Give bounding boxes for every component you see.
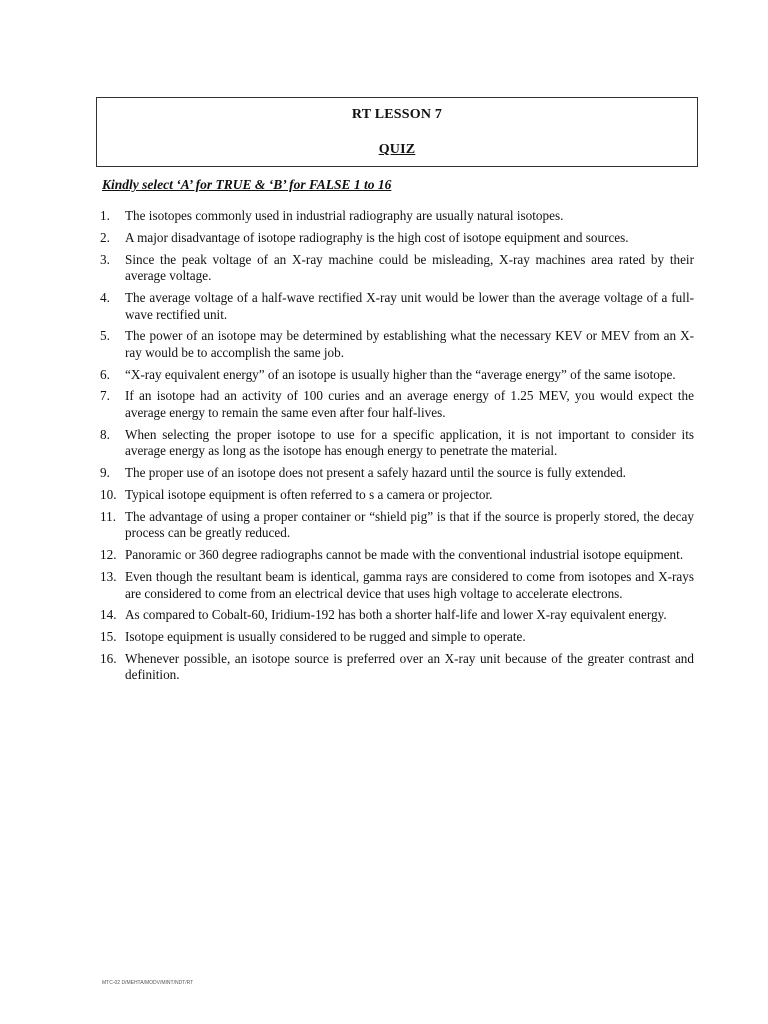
page-subtitle: QUIZ: [378, 142, 416, 157]
question-number: 12.: [100, 547, 117, 563]
question-number: 10.: [100, 487, 117, 502]
question-text: Isotope equipment is usually considered to be rugged and simple to operate.: [125, 629, 526, 645]
question-number: 8.: [100, 426, 110, 442]
question-item: [100, 465, 694, 482]
question-item: [100, 547, 694, 564]
question-text: If an isotope had an activity of 100 curies and an average energy of 1.25 MEV, you would expect the average energy to remain the same even after four half-lives.: [125, 388, 694, 421]
question-number: 16.: [100, 650, 117, 666]
question-number: 9.: [100, 465, 110, 481]
question-item: [100, 509, 694, 542]
question-item: [100, 290, 694, 323]
question-item: [100, 230, 694, 247]
question-number: 3.: [100, 251, 110, 267]
question-text: The isotopes commonly used in industrial radiography are usually natural isotopes.: [125, 208, 564, 223]
question-text: A major disadvantage of isotope radiography is the high cost of isotope equipment and sources.: [125, 229, 629, 245]
question-text: Even though the resultant beam is identical, gamma rays are considered to come from isotopes and X-rays are considered to come from an electrical device that uses high voltage to accelerate electrons.: [125, 568, 694, 601]
question-number: 7.: [100, 388, 110, 404]
question-item: [100, 427, 694, 460]
question-text: The advantage of using a proper container or “shield pig” is that if the source is properly stored, the decay process can be greatly reduced.: [125, 508, 694, 541]
question-item: [100, 607, 694, 624]
page-title: RT LESSON 7: [351, 107, 443, 122]
question-text: The proper use of an isotope does not present a safely hazard until the source is fully extended.: [125, 465, 626, 481]
question-text: “X-ray equivalent energy” of an isotope is usually higher than the “average energy” of the same isotope.: [125, 366, 676, 382]
question-number: 2.: [100, 229, 110, 245]
question-number: 5.: [100, 328, 110, 344]
question-item: [100, 252, 694, 285]
question-number: 15.: [100, 629, 117, 645]
question-text: When selecting the proper isotope to use for a specific application, it is not important to consider its average energy as long as the isotope has enough energy to penetrate the material.: [125, 426, 694, 459]
question-text: Since the peak voltage of an X-ray machine could be misleading, X-ray machines area rated by their average voltage.: [125, 251, 694, 284]
page-footer: MTC-02 D/MEHTA/MODV/MINT/NDT/RT: [102, 980, 194, 986]
question-item: [100, 388, 694, 421]
question-text: The power of an isotope may be determined by establishing what the necessary KEV or MEV from an X-ray would be to accomplish the same job.: [125, 328, 694, 360]
question-number: 13.: [100, 568, 117, 584]
question-number: 14.: [100, 607, 117, 623]
question-item: [100, 208, 694, 225]
question-number: 1.: [100, 208, 110, 223]
question-item: [100, 487, 694, 504]
question-number: 6.: [100, 366, 110, 382]
question-text: The average voltage of a half-wave rectified X-ray unit would be lower than the average voltage of a full-wave rectified unit.: [125, 289, 694, 322]
quiz-instruction: Kindly select ‘A’ for TRUE & ‘B’ for FALSE 1 to 16: [102, 177, 392, 192]
question-text: Panoramic or 360 degree radiographs cannot be made with the conventional industrial isotope equipment.: [125, 547, 684, 563]
question-text: As compared to Cobalt-60, Iridium-192 has both a shorter half-life and lower X-ray equivalent energy.: [125, 607, 667, 623]
question-item: [100, 629, 694, 646]
question-text: Typical isotope equipment is often referred to s a camera or projector.: [125, 487, 493, 502]
question-list: [100, 208, 694, 689]
title-box: [96, 97, 698, 167]
question-item: [100, 569, 694, 602]
question-number: 4.: [100, 289, 110, 305]
question-text: Whenever possible, an isotope source is preferred over an X-ray unit because of the greater contrast and definition.: [125, 650, 694, 683]
question-number: 11.: [100, 508, 116, 524]
question-item: [100, 328, 694, 361]
question-item: [100, 651, 694, 684]
question-item: [100, 367, 694, 384]
